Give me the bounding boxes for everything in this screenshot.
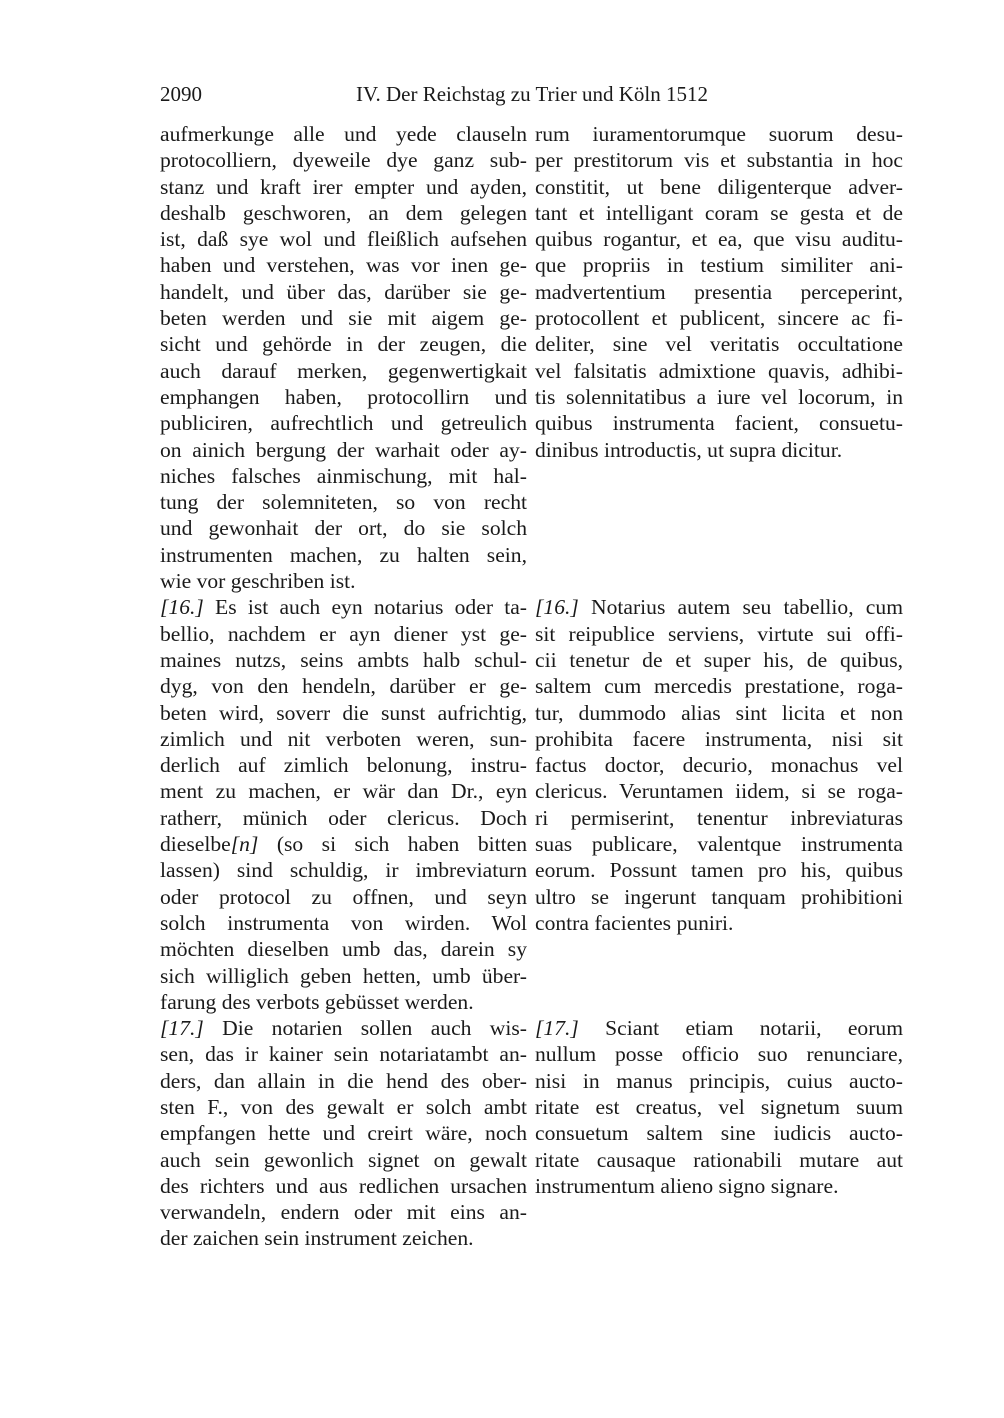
line-text: rum iuramentorumque suorum desu- (535, 122, 903, 146)
text-line (535, 726, 903, 752)
line-text: tant et intelligant coram se gesta et de (535, 200, 903, 225)
line-text: emphangen haben, protocollirn und (160, 384, 527, 409)
section-number: [17.] (535, 1016, 579, 1041)
text-line (535, 384, 903, 410)
text-line (535, 647, 903, 673)
line-text: dieselbe (160, 832, 231, 857)
text-line (160, 489, 527, 515)
latin-text-column (535, 121, 903, 1199)
text-line (160, 358, 527, 384)
line-text: maines nutzs, seins ambts halb schul- (160, 647, 527, 672)
blank-line (535, 989, 903, 1015)
line-text: ultro se ingerunt tanquam prohibitioni (535, 884, 903, 909)
line-text: instrumentum alieno signo signare. (535, 1173, 839, 1198)
line-text: zimlich und nit verboten weren, sun- (160, 726, 527, 751)
text-line (160, 647, 527, 673)
line-text: derlich auf zimlich belonung, instru- (160, 753, 527, 778)
text-line (535, 673, 903, 699)
text-line (535, 831, 903, 857)
text-line (160, 1094, 527, 1120)
line-text: sich williglich geben hetten, umb über- (160, 963, 527, 988)
blank-line (535, 542, 903, 568)
line-text: wie vor geschriben ist. (160, 569, 356, 594)
line-text: Notarius autem seu tabellio, cum (578, 595, 903, 620)
line-text: publiciren, aufrechtlich und getreulich (160, 411, 527, 436)
text-line (535, 1120, 903, 1146)
text-line (160, 963, 527, 989)
line-text: ders, dan allain in die hend des ober- (160, 1068, 527, 1093)
blank-line (535, 936, 903, 962)
text-line (160, 174, 527, 200)
text-line (535, 252, 903, 278)
text-line (160, 568, 527, 594)
section-number: [16.] (160, 595, 204, 620)
text-line (160, 594, 527, 620)
line-text: auch sein gewonlich signet on gewalt (160, 1147, 527, 1172)
line-text: ritate est creatus, vel signetum suum (535, 1094, 903, 1119)
text-line (160, 437, 527, 463)
text-line (535, 437, 903, 463)
line-text: ment zu machen, er wär dan Dr., eyn (160, 779, 527, 804)
line-text: eorum. Possunt tamen pro his, quibus (535, 858, 903, 883)
text-line (160, 252, 527, 278)
text-line (160, 673, 527, 699)
running-title: IV. Der Reichstag zu Trier und Köln 1512 (356, 82, 708, 106)
line-text: sit reipublice serviens, virtute sui offi- (535, 621, 903, 646)
line-text: constitit, ut bene diligenterque adver- (535, 174, 903, 199)
text-line (160, 200, 527, 226)
section-number: [17.] (160, 1016, 204, 1041)
text-line (160, 752, 527, 778)
page-header (160, 80, 904, 108)
text-line (535, 805, 903, 831)
line-text: ri permiserint, tenentur inbreviaturas (535, 805, 903, 830)
blank-line (535, 463, 903, 489)
line-text: prohibita facere instrumenta, nisi sit (535, 726, 903, 751)
line-text: protocolliern, dyeweile dye ganz sub- (160, 148, 527, 173)
text-line (535, 1041, 903, 1067)
text-line (160, 147, 527, 173)
line-text: bellio, nachdem er ayn diener yst ge- (160, 621, 527, 646)
text-line (160, 857, 527, 883)
page-number: 2090 (160, 82, 202, 106)
text-line (535, 410, 903, 436)
line-text: (so si sich haben bitten (258, 832, 527, 857)
line-text: oder protocol zu offnen, und seyn (160, 884, 527, 909)
line-text: ratherr, münich oder clericus. Doch (160, 805, 527, 830)
line-text: des richters und aus redlichen ursachen (160, 1173, 527, 1198)
text-line (160, 805, 527, 831)
text-line (160, 226, 527, 252)
line-text: tung der solemniteten, so von recht (160, 490, 527, 515)
line-text: beten wird, soverr die sunst aufrichtig, (160, 700, 527, 725)
text-line (160, 305, 527, 331)
text-line (535, 621, 903, 647)
text-line (160, 778, 527, 804)
text-line (535, 279, 903, 305)
line-text: empfangen hette und creirt wäre, noch (160, 1121, 527, 1146)
text-line (160, 1199, 527, 1225)
line-text: quibus rogantur, et ea, que visu auditu- (535, 227, 903, 252)
line-text: contra facientes puniri. (535, 910, 734, 935)
line-text: deshalb geschworen, an dem gelegen (160, 200, 527, 225)
line-text: aufmerkunge alle und yede clauseln (160, 122, 527, 146)
text-line (160, 1173, 527, 1199)
text-line (160, 1015, 527, 1041)
text-line (160, 1068, 527, 1094)
text-line (535, 174, 903, 200)
line-text: solch instrumenta von wirden. Wol (160, 910, 527, 935)
line-text: handelt, und über das, darüber sie ge- (160, 279, 527, 304)
text-line (160, 331, 527, 357)
line-text: tis solennitatibus a iure vel locorum, in (535, 384, 903, 409)
section-number: [16.] (535, 595, 579, 620)
line-text: tur, dummodo alias sint licita et non (535, 700, 903, 725)
line-text: consuetum saltem sine iudicis aucto- (535, 1121, 903, 1146)
line-text: per prestitorum vis et substantia in hoc (535, 148, 903, 173)
german-text-column (160, 121, 527, 1252)
text-line (535, 358, 903, 384)
text-line (535, 331, 903, 357)
text-line (535, 752, 903, 778)
line-text: niches falsches ainmischung, mit hal- (160, 463, 527, 488)
text-line (535, 147, 903, 173)
text-line (160, 884, 527, 910)
line-text: haben und verstehen, was vor inen ge- (160, 253, 527, 278)
line-text: sicht und gehörde in der zeugen, die (160, 332, 527, 357)
line-text: farung des verbots gebüsset werden. (160, 989, 474, 1014)
line-text: factus doctor, decurio, monachus vel (535, 753, 903, 778)
text-line (160, 910, 527, 936)
text-line (535, 200, 903, 226)
blank-line (535, 963, 903, 989)
line-text: der zaichen sein instrument zeichen. (160, 1226, 474, 1251)
blank-line (535, 489, 903, 515)
line-text: und gewonhait der ort, do sie solch (160, 516, 527, 541)
line-text: ist, daß sye wol und fleißlich aufsehen (160, 227, 527, 252)
line-text: beten werden und sie mit aigem ge- (160, 306, 527, 331)
text-line (535, 857, 903, 883)
line-text: Sciant etiam notarii, eorum (578, 1016, 903, 1041)
text-line (160, 700, 527, 726)
text-line (160, 936, 527, 962)
line-text: vel falsitatis admixtione quavis, adhibi- (535, 358, 903, 383)
text-line (535, 1015, 903, 1041)
line-text: cii tenetur de et super his, de quibus, (535, 647, 903, 672)
line-text: Die notarien sollen auch wis- (203, 1016, 527, 1041)
line-text: clericus. Veruntamen iidem, si se roga- (535, 779, 903, 804)
line-text: lassen) sind schuldig, ir imbreviaturn (160, 858, 527, 883)
text-line (535, 594, 903, 620)
line-text: protocollent et publicent, sincere ac fi- (535, 306, 903, 331)
text-line (160, 542, 527, 568)
line-text: que propriis in testium similiter ani- (535, 253, 903, 278)
line-text: auch darauf merken, gegenwertigkait (160, 358, 527, 383)
editorial-emendation: [n] (230, 832, 259, 857)
line-text: sen, das ir kainer sein notariatambt an- (160, 1042, 527, 1067)
text-line (160, 989, 527, 1015)
line-text: quibus instrumenta facient, consuetu- (535, 411, 903, 436)
line-text: madvertentium presentia perceperint, (535, 279, 903, 304)
text-line (160, 410, 527, 436)
line-text: on ainich bergung der warhait oder ay- (160, 437, 527, 462)
text-line (535, 1094, 903, 1120)
text-line (535, 778, 903, 804)
text-line (160, 1041, 527, 1067)
text-line (535, 700, 903, 726)
line-text: stanz und kraft irer empter und ayden, (160, 174, 527, 199)
line-text: sten F., von des gewalt er solch ambt (160, 1094, 527, 1119)
line-text: dyg, von den hendeln, darüber er ge- (160, 674, 527, 699)
text-line (535, 226, 903, 252)
text-line (160, 463, 527, 489)
text-line (160, 726, 527, 752)
text-line (160, 121, 527, 147)
text-line (535, 910, 903, 936)
text-line (160, 1120, 527, 1146)
text-line (535, 884, 903, 910)
text-line (160, 621, 527, 647)
line-text: ritate causaque rationabili mutare aut (535, 1147, 903, 1172)
text-line (535, 1173, 903, 1199)
blank-line (535, 568, 903, 594)
text-line (535, 121, 903, 147)
text-line (160, 384, 527, 410)
line-text: saltem cum mercedis prestatione, roga- (535, 674, 903, 699)
blank-line (535, 515, 903, 541)
text-line (535, 1147, 903, 1173)
line-text: Es ist auch eyn notarius oder ta- (203, 595, 527, 620)
text-line (160, 279, 527, 305)
text-line (535, 1068, 903, 1094)
line-text: deliter, sine vel veritatis occultatione (535, 332, 903, 357)
line-text: instrumenten machen, zu halten sein, (160, 542, 527, 567)
line-text: nisi in manus principis, cuius aucto- (535, 1068, 903, 1093)
line-text: verwandeln, endern oder mit eins an- (160, 1200, 527, 1225)
text-line (160, 515, 527, 541)
line-text: suas publicare, valentque instrumenta (535, 832, 903, 857)
text-line (160, 1225, 527, 1251)
text-line (160, 1147, 527, 1173)
text-line (535, 305, 903, 331)
text-line (160, 831, 527, 857)
line-text: dinibus introductis, ut supra dicitur. (535, 437, 843, 462)
line-text: nullum posse officio suo renunciare, (535, 1042, 903, 1067)
line-text: möchten dieselben umb das, darein sy (160, 937, 527, 962)
